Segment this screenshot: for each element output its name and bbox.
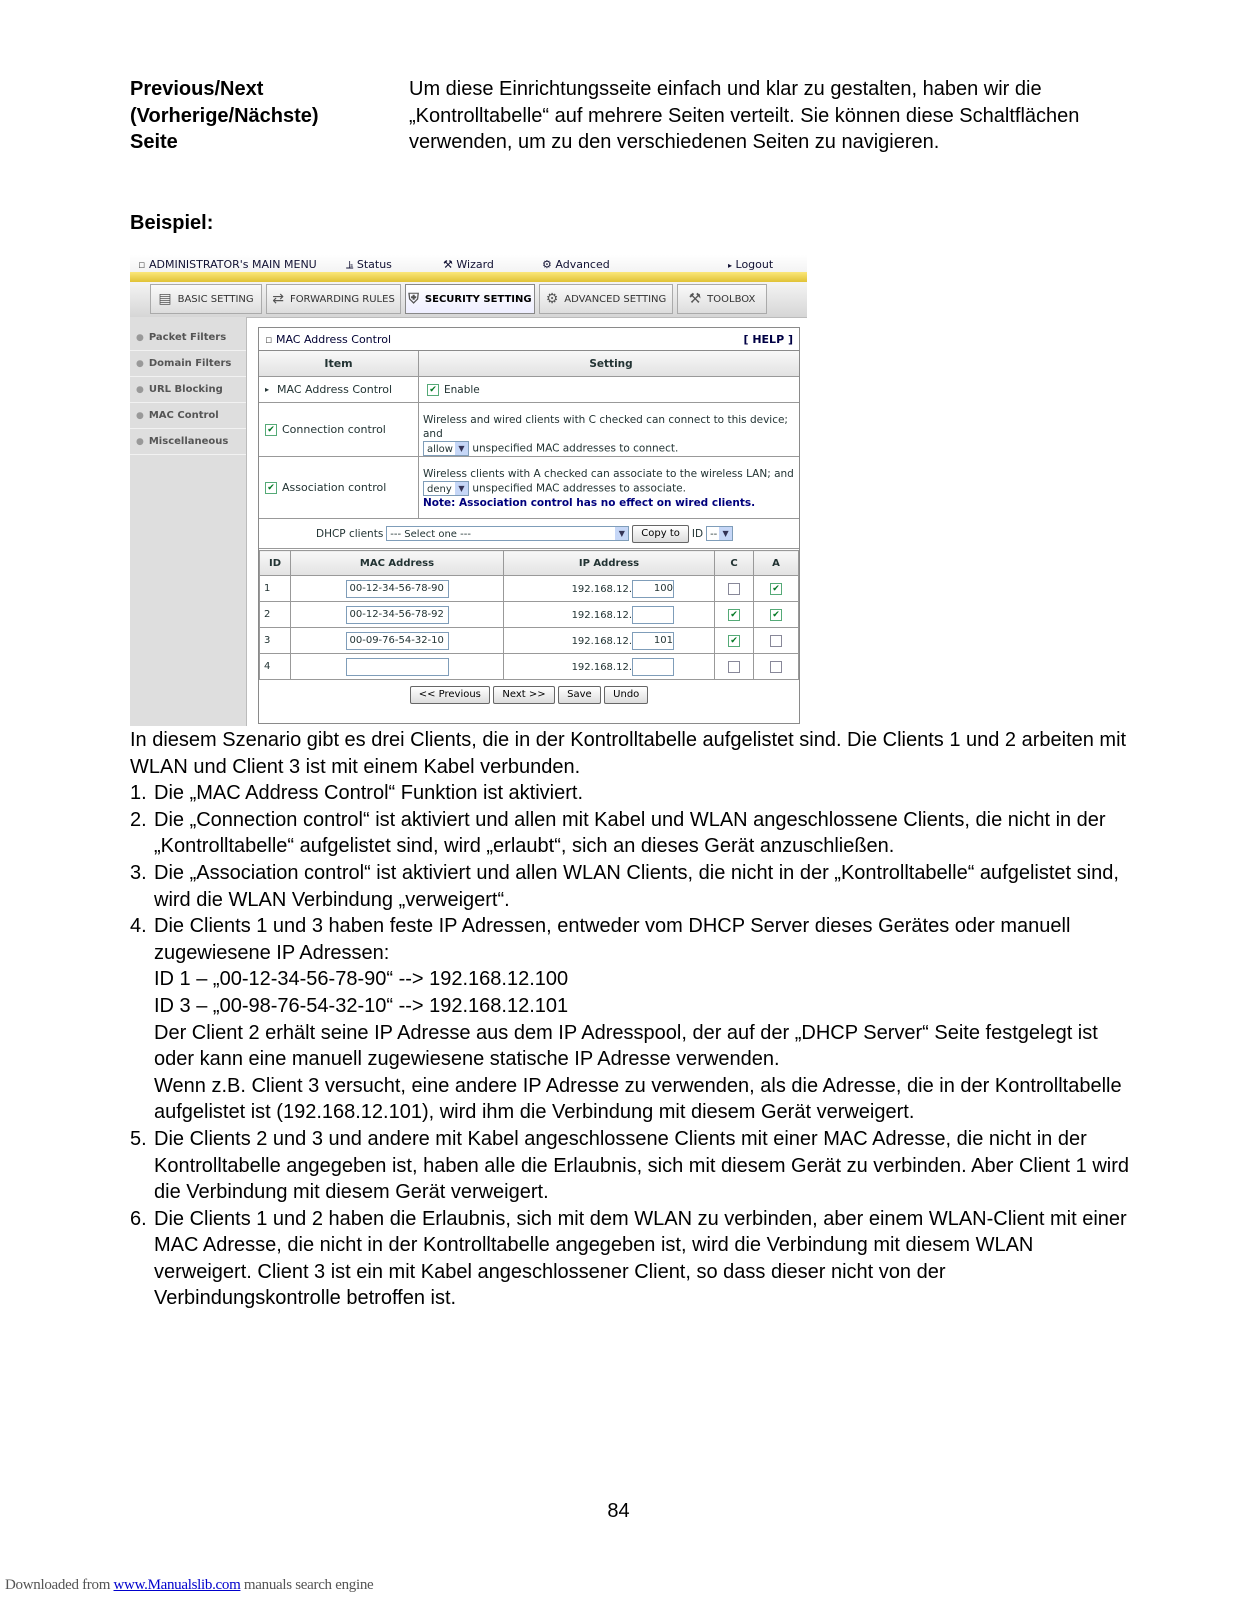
list-text: ID 3 – „00-98-76-54-32-10“ --> 192.168.12.101 bbox=[154, 994, 569, 1017]
c-column-header: C bbox=[715, 551, 754, 576]
footer-prefix: Downloaded from bbox=[5, 1577, 114, 1593]
sidebar-item-label: URL Blocking bbox=[148, 384, 223, 395]
tab-label: BASIC SETTING bbox=[177, 293, 254, 305]
association-policy-select[interactable] bbox=[423, 481, 469, 496]
c-checkbox[interactable] bbox=[728, 583, 740, 595]
definition-description: Um diese Einrichtungsseite einfach und klar zu gestalten, haben wir die „Kontrolltabelle“ auf mehrere Seiten verteilt. Sie können diese Schaltflächen verwenden, um zu den verschiedenen Seiten zu navigieren. bbox=[409, 78, 1080, 154]
shield-icon: ⛨ bbox=[408, 291, 419, 307]
id-select[interactable] bbox=[706, 526, 733, 541]
ip-suffix-input[interactable]: 101 bbox=[632, 632, 674, 650]
dhcp-clients-value: --- Select one --- bbox=[390, 529, 471, 540]
list-text: Die „Association control“ ist aktiviert und allen WLAN Clients, die nicht in der „Kontrolltabelle“ aufgelistet sind, wird die WLAN Verbindung „verweigert“. bbox=[154, 861, 1119, 911]
tab-label: ADVANCED SETTING bbox=[564, 293, 667, 305]
list-text: Die Clients 1 und 3 haben feste IP Adressen, entweder vom DHCP Server dieses Gerätes oder manuell zugewiesene IP Adressen: bbox=[154, 915, 1071, 964]
help-link[interactable]: [ HELP ] bbox=[743, 332, 793, 346]
enable-checkbox[interactable]: ✔ bbox=[427, 384, 439, 396]
gear-icon: ⚙ bbox=[545, 291, 559, 307]
sidebar-item-mac-control[interactable] bbox=[130, 403, 246, 429]
square-icon: ▫ bbox=[138, 258, 146, 271]
list-number: 1. bbox=[130, 782, 147, 805]
ip-column-header: IP Address bbox=[504, 551, 715, 576]
previous-button[interactable]: << Previous bbox=[410, 686, 490, 704]
table-row bbox=[260, 654, 799, 680]
panel-title-text: MAC Address Control bbox=[275, 332, 392, 346]
mac-control-cell bbox=[259, 377, 419, 402]
association-control-cell bbox=[259, 457, 419, 518]
enable-cell bbox=[419, 377, 799, 402]
sidebar-item-label: MAC Control bbox=[148, 410, 219, 421]
advanced-link[interactable] bbox=[542, 258, 610, 271]
a-checkbox[interactable] bbox=[770, 661, 782, 673]
row-id: 2 bbox=[260, 602, 291, 628]
list-text: ID 1 – „00-12-34-56-78-90“ --> 192.168.12.100 bbox=[154, 968, 569, 991]
association-control-label: Association control bbox=[282, 481, 387, 494]
bullet-icon: ● bbox=[136, 358, 144, 369]
tab-label: TOOLBOX bbox=[707, 293, 756, 305]
connection-control-checkbox[interactable]: ✔ bbox=[265, 424, 277, 436]
list-item bbox=[130, 860, 1130, 913]
square-icon: ▫ bbox=[265, 332, 273, 346]
tab-security-setting[interactable] bbox=[405, 284, 535, 314]
list-item bbox=[130, 1126, 1130, 1206]
mac-input[interactable]: 00-12-34-56-78-90 bbox=[346, 580, 449, 598]
router-ui-screenshot bbox=[130, 255, 807, 726]
next-button[interactable]: Next >> bbox=[493, 686, 554, 704]
list-text: Wenn z.B. Client 3 versucht, eine andere IP Adresse zu verwenden, als die Adresse, die in der Kontrolltabelle aufgelistet ist (192.168.12.101), wird ihm die Verbindung mit diesem Gerät verweigert. bbox=[154, 1074, 1122, 1124]
mac-column-header: MAC Address bbox=[291, 551, 504, 576]
sidebar-item-label: Domain Filters bbox=[148, 358, 232, 369]
id-column-header: ID bbox=[260, 551, 291, 576]
a-checkbox[interactable]: ✔ bbox=[770, 583, 782, 595]
tab-label: FORWARDING RULES bbox=[289, 293, 395, 305]
mac-table-header bbox=[260, 551, 799, 576]
sidebar-item-packet-filters[interactable] bbox=[130, 325, 246, 351]
c-checkbox[interactable]: ✔ bbox=[728, 609, 740, 621]
mac-table bbox=[259, 550, 799, 680]
association-control-row bbox=[259, 457, 799, 519]
sidebar-item-label: Miscellaneous bbox=[148, 436, 229, 447]
connection-description-2: unspecified MAC addresses to connect. bbox=[472, 442, 679, 455]
intro-paragraph: In diesem Szenario gibt es drei Clients, die in der Kontrolltabelle aufgelistet sind. Die Clients 1 und 2 arbeiten mit WLAN und Client 3 ist mit einem Kabel verbunden. bbox=[130, 729, 1127, 778]
arrows-icon: ⇄ bbox=[272, 291, 284, 307]
advanced-icon: ⚙ bbox=[542, 258, 552, 271]
status-link[interactable] bbox=[346, 258, 392, 272]
table-row bbox=[260, 576, 799, 602]
tab-forwarding-rules[interactable] bbox=[266, 284, 401, 314]
list-item bbox=[130, 780, 1130, 807]
connection-setting-cell bbox=[419, 403, 799, 456]
manualslib-link[interactable]: www.Manualslib.com bbox=[113, 1577, 241, 1593]
undo-button[interactable]: Undo bbox=[604, 686, 648, 704]
list-number: 6. bbox=[130, 1207, 147, 1230]
bullet-icon: ● bbox=[136, 332, 144, 343]
list-number: 4. bbox=[130, 915, 147, 938]
chevron-down-icon: ▼ bbox=[455, 482, 468, 495]
chevron-down-icon: ▼ bbox=[455, 442, 468, 455]
example-heading: Beispiel: bbox=[130, 212, 214, 234]
bullet-icon: ● bbox=[136, 384, 144, 395]
footer-suffix: manuals search engine bbox=[240, 1577, 374, 1593]
mac-input[interactable]: 00-12-34-56-78-92 bbox=[346, 606, 449, 624]
panel-header bbox=[259, 328, 799, 351]
notebook-icon: ▤ bbox=[158, 291, 172, 307]
arrow-right-icon: ▸ bbox=[728, 261, 733, 270]
list-item bbox=[130, 807, 1130, 860]
connection-control-label: Connection control bbox=[282, 423, 386, 436]
bullet-icon: ● bbox=[136, 410, 144, 421]
ip-suffix-input[interactable]: 100 bbox=[632, 580, 674, 598]
c-checkbox[interactable] bbox=[728, 661, 740, 673]
tab-advanced-setting[interactable] bbox=[539, 284, 673, 314]
status-icon: ⫡ bbox=[346, 258, 354, 271]
definition-term: Previous/Next (Vorherige/Nächste) Seite bbox=[130, 78, 319, 154]
association-description-2: unspecified MAC addresses to associate. bbox=[472, 482, 686, 495]
row-id: 1 bbox=[260, 576, 291, 602]
main-menu-link[interactable] bbox=[138, 258, 317, 271]
table-row bbox=[260, 628, 799, 654]
ip-suffix-input[interactable] bbox=[632, 606, 674, 624]
list-text: Die Clients 1 und 2 haben die Erlaubnis, sich mit dem WLAN zu verbinden, aber einem WLAN-Client mit einer MAC Adresse, die nicht in der Kontrolltabelle angegeben ist, wird die Verbindung mit diesem WLAN verweigert. Client 3 ist ein mit Kabel angeschlossener Client, so dass dieser nicht von der Verbindungskontrolle betroffen ist. bbox=[154, 1207, 1127, 1310]
sidebar-item-miscellaneous[interactable] bbox=[130, 429, 246, 455]
connection-policy-value: allow bbox=[427, 444, 453, 455]
association-description: Wireless clients with A checked can associate to the wireless LAN; and bbox=[423, 468, 794, 480]
ip-prefix: 192.168.12. bbox=[571, 635, 632, 647]
connection-description: Wireless and wired clients with C checked can connect to this device; and bbox=[423, 414, 788, 440]
sidebar bbox=[130, 317, 247, 726]
settings-header-row bbox=[259, 351, 799, 377]
mac-control-row bbox=[259, 377, 799, 403]
association-policy-value: deny bbox=[427, 484, 452, 495]
a-checkbox[interactable]: ✔ bbox=[770, 609, 782, 621]
id-select-value: -- bbox=[710, 529, 718, 540]
list-item bbox=[130, 1206, 1130, 1312]
item-header: Item bbox=[259, 351, 419, 376]
wizard-icon: ⚒ bbox=[443, 258, 453, 271]
page-number: 84 bbox=[607, 1500, 630, 1522]
row-id: 3 bbox=[260, 628, 291, 654]
list-text: Die „Connection control“ ist aktiviert und allen mit Kabel und WLAN angeschlossene Clients, die nicht in der „Kontrolltabelle“ aufgelistet sind, wird „erlaubt“, sich an dieses Gerät anzuschließen. bbox=[154, 808, 1106, 858]
id-label: ID bbox=[691, 527, 704, 540]
save-button[interactable]: Save bbox=[558, 686, 601, 704]
setting-header: Setting bbox=[589, 357, 633, 370]
ip-prefix: 192.168.12. bbox=[571, 583, 632, 595]
status-label: Status bbox=[356, 258, 392, 271]
list-text: Der Client 2 erhält seine IP Adresse aus dem IP Adresspool, der auf der „DHCP Server“ Seite festgelegt ist oder kann eine manuell zugewiesene statische IP Adresse verwenden. bbox=[154, 1021, 1098, 1071]
sidebar-item-domain-filters[interactable] bbox=[130, 351, 246, 377]
logout-link[interactable] bbox=[728, 258, 773, 271]
list-number: 2. bbox=[130, 808, 147, 831]
list-number: 5. bbox=[130, 1127, 147, 1150]
panel-title bbox=[265, 333, 391, 346]
table-row bbox=[260, 602, 799, 628]
ip-suffix-input[interactable] bbox=[632, 658, 674, 676]
connection-control-row bbox=[259, 403, 799, 457]
mac-input[interactable] bbox=[346, 658, 449, 676]
bullet-icon: ● bbox=[136, 436, 144, 447]
association-setting-cell bbox=[419, 457, 799, 518]
list-text: Die „MAC Address Control“ Funktion ist aktiviert. bbox=[154, 782, 584, 805]
list-text: Die Clients 2 und 3 und andere mit Kabel angeschlossene Clients mit einer MAC Adresse, die nicht in der Kontrolltabelle angegeben ist, haben alle die Erlaubnis, sich mit diesem Gerät zu verbinden. Aber Client 1 wird die Verbindung mit diesem Gerät verweigert. bbox=[154, 1127, 1129, 1204]
dhcp-clients-row bbox=[259, 519, 799, 549]
arrow-right-icon: ▸ bbox=[265, 385, 270, 394]
steps-list bbox=[130, 780, 1130, 1312]
mac-control-panel bbox=[258, 327, 800, 724]
row-id: 4 bbox=[260, 654, 291, 680]
wizard-label: Wizard bbox=[456, 258, 494, 271]
advanced-label: Advanced bbox=[555, 258, 610, 271]
ip-prefix: 192.168.12. bbox=[571, 661, 632, 673]
explanation bbox=[130, 727, 1130, 1312]
sidebar-item-url-blocking[interactable] bbox=[130, 377, 246, 403]
c-checkbox[interactable]: ✔ bbox=[728, 635, 740, 647]
enable-label: Enable bbox=[444, 383, 480, 396]
list-item bbox=[130, 913, 1130, 1126]
yellow-divider bbox=[130, 272, 807, 282]
tab-basic-setting[interactable] bbox=[150, 284, 262, 314]
dhcp-clients-select[interactable] bbox=[386, 526, 629, 541]
a-checkbox[interactable] bbox=[770, 635, 782, 647]
tab-bar bbox=[130, 282, 807, 318]
dhcp-clients-label: DHCP clients bbox=[316, 527, 384, 540]
connection-control-cell bbox=[259, 403, 419, 456]
tab-label: SECURITY SETTING bbox=[424, 293, 532, 305]
download-footer bbox=[5, 1577, 373, 1594]
toolbox-icon: ⚒ bbox=[688, 291, 702, 307]
mac-control-label: MAC Address Control bbox=[277, 383, 393, 396]
mac-input[interactable]: 00-09-76-54-32-10 bbox=[346, 632, 449, 650]
list-number: 3. bbox=[130, 861, 147, 884]
ip-prefix: 192.168.12. bbox=[571, 609, 632, 621]
sidebar-item-label: Packet Filters bbox=[148, 332, 227, 343]
association-note: Note: Association control has no effect on wired clients. bbox=[423, 497, 756, 509]
main-menu-label: ADMINISTRATOR's MAIN MENU bbox=[148, 258, 317, 271]
wizard-link[interactable] bbox=[443, 258, 494, 271]
a-column-header: A bbox=[754, 551, 799, 576]
button-row bbox=[259, 686, 799, 704]
association-control-checkbox[interactable]: ✔ bbox=[265, 482, 277, 494]
chevron-down-icon: ▼ bbox=[615, 527, 628, 540]
logout-label: Logout bbox=[735, 258, 774, 271]
tab-toolbox[interactable] bbox=[677, 284, 767, 314]
copy-to-button[interactable]: Copy to bbox=[632, 525, 689, 543]
chevron-down-icon: ▼ bbox=[719, 527, 732, 540]
connection-policy-select[interactable] bbox=[423, 441, 469, 456]
